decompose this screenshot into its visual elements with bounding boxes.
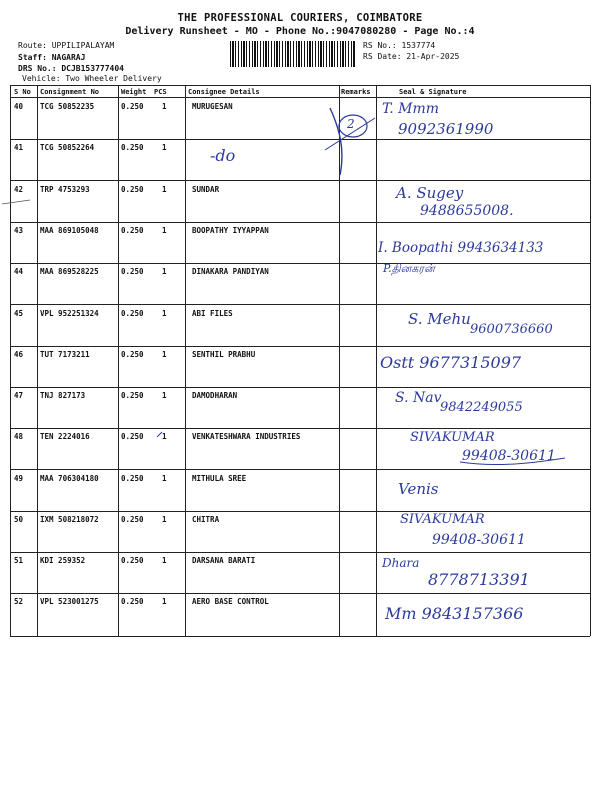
row-weight: 0.250 [121, 556, 144, 565]
row-pcs: 1 [162, 102, 167, 111]
row-consignee: MITHULA SREE [192, 474, 247, 483]
row-consignment: VPL 952251324 [40, 309, 99, 318]
rs-no-label: RS No.: 1537774 [363, 41, 436, 50]
row-weight: 0.250 [121, 350, 144, 359]
row-sno: 42 [14, 185, 24, 194]
row-pcs: 1 [162, 474, 167, 483]
header-sno: S No [14, 88, 31, 96]
row-sno: 47 [14, 391, 24, 400]
signature-45: S. Mehu [408, 310, 471, 328]
row-consignment: MAA 869528225 [40, 267, 99, 276]
row-pcs: 1 [162, 556, 167, 565]
row-weight: 0.250 [121, 267, 144, 276]
remarks-mark: 2 [347, 117, 355, 131]
rs-date-label: RS Date: 21-Apr-2025 [363, 52, 460, 61]
row-pcs: 1 [162, 143, 167, 152]
row-consignee: VENKATESHWARA INDUSTRIES [192, 432, 301, 441]
row-consignee: CHITRA [192, 515, 220, 524]
signature-52: Mm 9843157366 [385, 604, 524, 623]
row-consignee: DARSANA BARATI [192, 556, 256, 565]
signature-40: T. Mmm [382, 101, 440, 117]
row-sno: 44 [14, 267, 24, 276]
row-sno: 45 [14, 309, 24, 318]
vehicle-label: Vehicle: Two Wheeler Delivery [22, 74, 162, 83]
row-consignment: TRP 4753293 [40, 185, 90, 194]
phone-50: 99408-30611 [432, 532, 526, 548]
row-consignee: MURUGESAN [192, 102, 233, 111]
row-pcs: 1 [162, 597, 167, 606]
row-consignee: SENTHIL PRABHU [192, 350, 256, 359]
signature-48: SIVAKUMAR [410, 430, 495, 445]
row-weight: 0.250 [121, 309, 144, 318]
row-weight: 0.250 [121, 102, 144, 111]
row-consignment: TEN 2224016 [40, 432, 90, 441]
phone-42: 9488655008. [420, 203, 514, 219]
header-consignee: Consignee Details [188, 88, 260, 96]
signature-47: S. Nav [395, 390, 442, 406]
row-consignment: TCG 50852235 [40, 102, 95, 111]
row-pcs: 1 [162, 432, 167, 441]
row-sno: 46 [14, 350, 24, 359]
row-sno: 48 [14, 432, 24, 441]
row-pcs: 1 [162, 391, 167, 400]
row-consignment: MAA 706304180 [40, 474, 99, 483]
ditto-41: -do [210, 146, 236, 165]
row-consignment: TCG 50852264 [40, 143, 95, 152]
staff-label: Staff: NAGARAJ [18, 53, 86, 62]
phone-47: 9842249055 [440, 400, 523, 415]
row-pcs: 1 [162, 226, 167, 235]
phone-48: 99408-30611 [462, 448, 556, 464]
phone-51: 8778713391 [428, 570, 530, 589]
row-consignee: DAMODHARAN [192, 391, 238, 400]
header-remarks: Remarks [341, 88, 371, 96]
row-consignee: DINAKARA PANDIYAN [192, 267, 269, 276]
row-pcs: 1 [162, 267, 167, 276]
row-pcs: 1 [162, 185, 167, 194]
row-pcs: 1 [162, 350, 167, 359]
row-weight: 0.250 [121, 515, 144, 524]
route-label: Route: UPPILIPALAYAM [18, 41, 115, 50]
signature-50: SIVAKUMAR [400, 512, 485, 527]
row-sno: 50 [14, 515, 24, 524]
row-weight: 0.250 [121, 474, 144, 483]
drs-label: DRS No.: DCJB153777404 [18, 64, 124, 73]
row-consignee: BOOPATHY IYYAPPAN [192, 226, 269, 235]
row-sno: 51 [14, 556, 24, 565]
row-consignment: MAA 869105048 [40, 226, 99, 235]
signature-51: Dhara [382, 556, 420, 570]
row-sno: 43 [14, 226, 24, 235]
row-weight: 0.250 [121, 391, 144, 400]
page-subtitle: Delivery Runsheet - MO - Phone No.:9047080280 - Page No.:4 [125, 26, 475, 37]
page-title: THE PROFESSIONAL COURIERS, COIMBATORE [177, 12, 423, 24]
row-consignment: TNJ 827173 [40, 391, 86, 400]
row-weight: 0.250 [121, 226, 144, 235]
signature-42: A. Sugey [396, 184, 464, 202]
row-sno: 40 [14, 102, 24, 111]
row-consignment: KDI 259352 [40, 556, 86, 565]
row-weight: 0.250 [121, 432, 144, 441]
row-consignee: AERO BASE CONTROL [192, 597, 269, 606]
row-sno: 49 [14, 474, 24, 483]
signature-46: Ostt 9677315097 [380, 353, 522, 372]
row-weight: 0.250 [121, 597, 144, 606]
row-consignee: ABI FILES [192, 309, 233, 318]
row-sno: 52 [14, 597, 24, 606]
signature-44: P.தினகரன் [383, 262, 435, 275]
phone-40: 9092361990 [398, 120, 494, 138]
pen-stroke-bracket [330, 108, 342, 175]
row-consignment: TUT 7173211 [40, 350, 90, 359]
row-weight: 0.250 [121, 143, 144, 152]
header-seal: Seal & Signature [399, 88, 467, 96]
row-sno: 41 [14, 143, 24, 152]
signature-43: I. Boopathi 9943634133 [378, 240, 544, 256]
phone-45: 9600736660 [470, 322, 553, 337]
row-pcs: 1 [162, 309, 167, 318]
header-weight: Weight [121, 88, 147, 96]
header-consignment: Consignment No [40, 88, 100, 96]
pen-stroke-pcs [157, 432, 162, 437]
pen-stroke-margin [2, 200, 30, 204]
header-pcs: PCS [154, 88, 167, 96]
row-consignment: VPL 523001275 [40, 597, 99, 606]
row-pcs: 1 [162, 515, 167, 524]
row-consignee: SUNDAR [192, 185, 220, 194]
row-weight: 0.250 [121, 185, 144, 194]
row-consignment: IXM 508218072 [40, 515, 99, 524]
signature-49: Venis [398, 480, 439, 498]
